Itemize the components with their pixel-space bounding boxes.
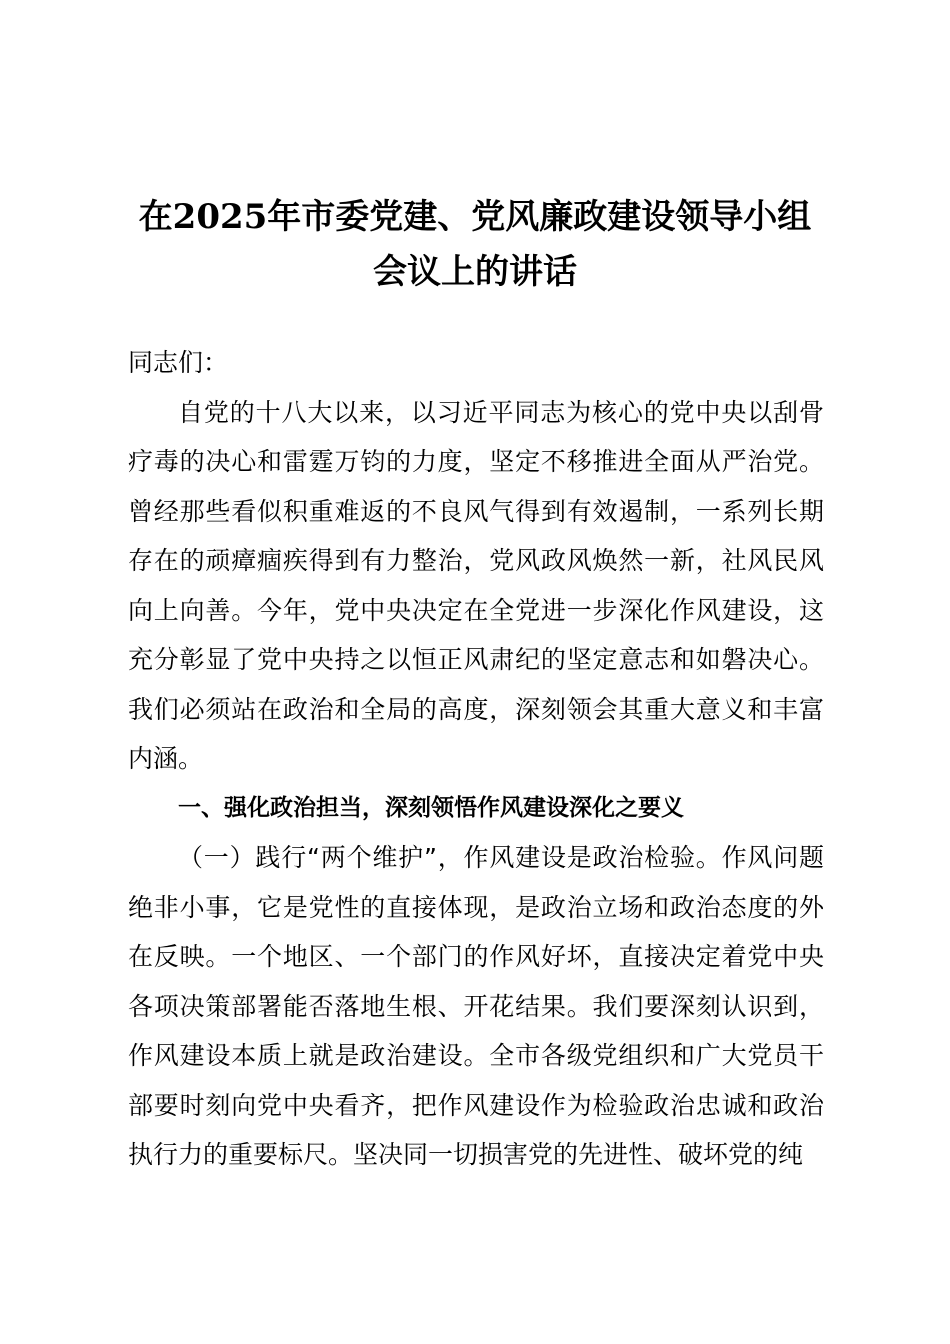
section-heading-1: 一、强化政治担当，深刻领悟作风建设深化之要义 xyxy=(178,794,684,821)
title-line-1: 在2025年市委党建、党风廉政建设领导小组 xyxy=(138,197,812,237)
salutation: 同志们： xyxy=(128,348,229,377)
paragraph-subsection-1: （一）践行“两个维护”，作风建设是政治检验。作风问题绝非小事，它是党性的直接体现，是政治立场和政治态度的外在反映。一个地区、一个部门的作风好坏，直接决定着党中央各项决策部署能否落地生根、开花结果。我们要深刻认识到，作风建设本质上就是政治建设。全市各级党组织和广大党员干部要时刻向党中央看齐，把作风建设作为检验政治忠诚和政治执行力的重要标尺。坚决同一切损害党的先进性、破坏党的纯 xyxy=(128,843,824,1169)
title-line-2: 会议上的讲话 xyxy=(373,252,577,292)
document-body xyxy=(128,338,824,1180)
paragraph-intro: 自党的十八大以来，以习近平同志为核心的党中央以刮骨疗毒的决心和雷霆万钧的力度，坚定不移推进全面从严治党。曾经那些看似积重难返的不良风气得到有效遏制，一系列长期存在的顽瘴痼疾得到有力整治，党风政风焕然一新，社风民风向上向善。今年，党中央决定在全党进一步深化作风建设，这充分彰显了党中央持之以恒正风肃纪的坚定意志和如磐决心。我们必须站在政治和全局的高度，深刻领会其重大意义和丰富内涵。 xyxy=(128,397,824,773)
document-title xyxy=(120,190,830,300)
